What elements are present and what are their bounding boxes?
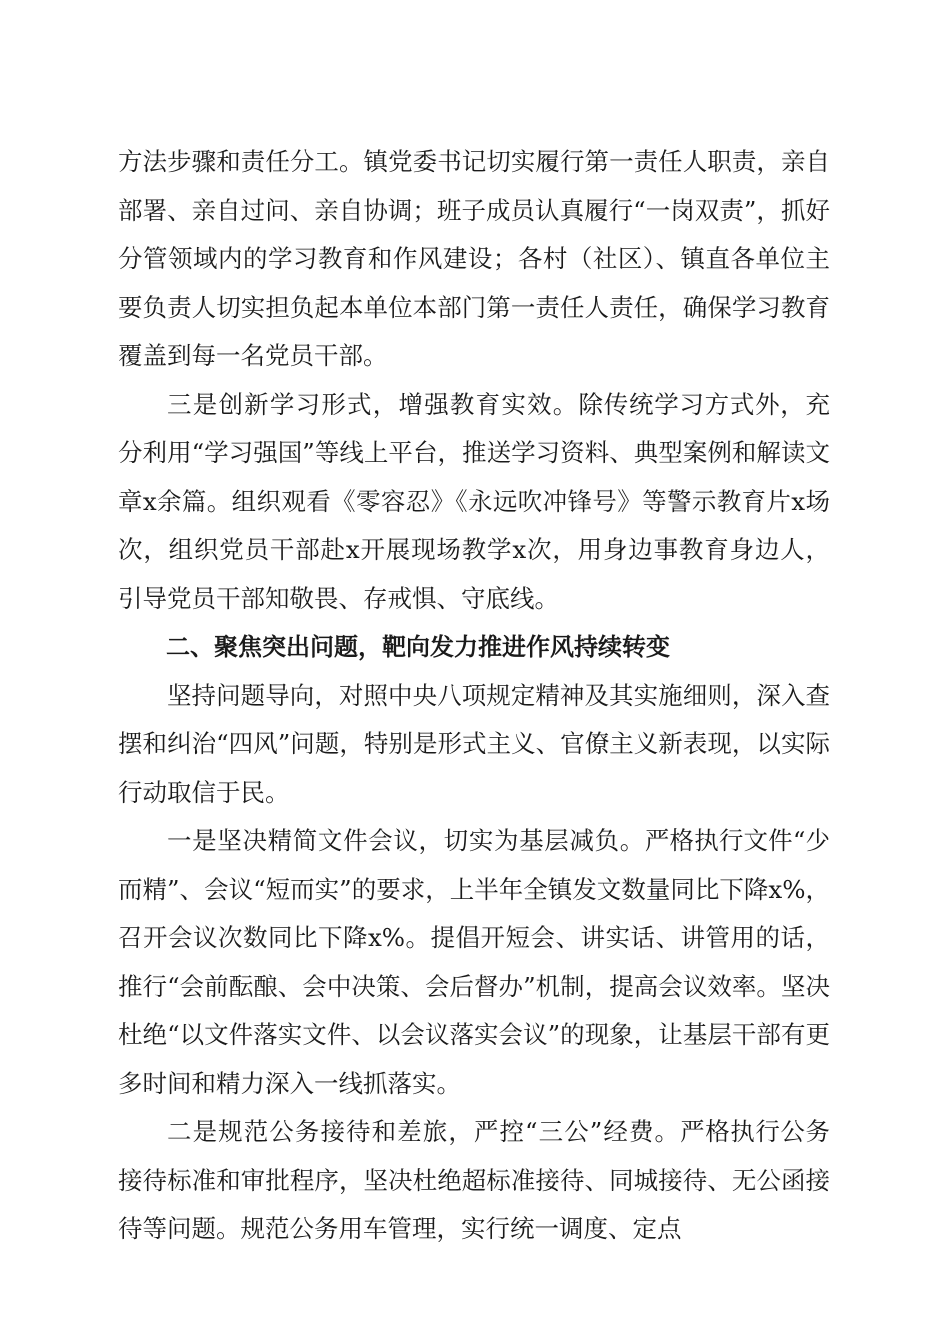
paragraph-reduce-meetings: [118, 817, 830, 1108]
paragraph-text: 严格执行公务接待标准和审批程序，坚决杜绝超标准接待、同城接待、无公函接待等问题。规范公务用车管理，实行统一调度、定点: [118, 1117, 830, 1243]
paragraph-problem-orientation: [118, 672, 830, 818]
paragraph-innovate-learning: [118, 381, 830, 624]
paragraph-text: 严格执行文件“少而精”、会议“短而实”的要求，上半年全镇发文数量同比下降x%，召开会议次数同比下降x%。提倡开短会、讲实话、讲管用的话，推行“会前酝酿、会中决策、会后督办”机制，提高会议效率。坚决杜绝“以文件落实文件、以会议落实会议”的现象，让基层干部有更多时间和精力深入一线抓落实。: [118, 826, 830, 1098]
paragraph-text: 方法步骤和责任分工。镇党委书记切实履行第一责任人职责，亲自部署、亲自过问、亲自协调；班子成员认真履行“一岗双责”，抓好分管领域内的学习教育和作风建设；各村（社区）、镇直各单位主要负责人切实担负起本单位本部门第一责任人责任，确保学习教育覆盖到每一名党员干部。: [118, 147, 830, 370]
paragraph-official-reception: [118, 1108, 830, 1254]
paragraph-text: 坚持问题导向，对照中央八项规定精神及其实施细则，深入查摆和纠治“四风”问题，特别是形式主义、官僚主义新表现，以实际行动取信于民。: [118, 680, 830, 807]
paragraph-lead: 二是规范公务接待和差旅，严控“三公”经费。: [167, 1117, 681, 1146]
paragraph-responsibility: [118, 138, 830, 381]
paragraph-lead: 一是坚决精简文件会议，切实为基层减负。: [167, 826, 645, 855]
paragraph-text: 除传统学习方式外，充分利用“学习强国”等线上平台，推送学习资料、典型案例和解读文章x余篇。组织观看《零容忍》《永远吹冲锋号》等警示教育片x场次，组织党员干部赴x开展现场教学x次，用身边事教育身边人，引导党员干部知敬畏、存戒惧、守底线。: [118, 389, 831, 613]
document-body: [118, 138, 830, 1254]
section-heading: 二、聚焦突出问题，靶向发力推进作风持续转变: [166, 633, 670, 661]
paragraph-lead: 三是创新学习形式，增强教育实效。: [167, 389, 579, 419]
